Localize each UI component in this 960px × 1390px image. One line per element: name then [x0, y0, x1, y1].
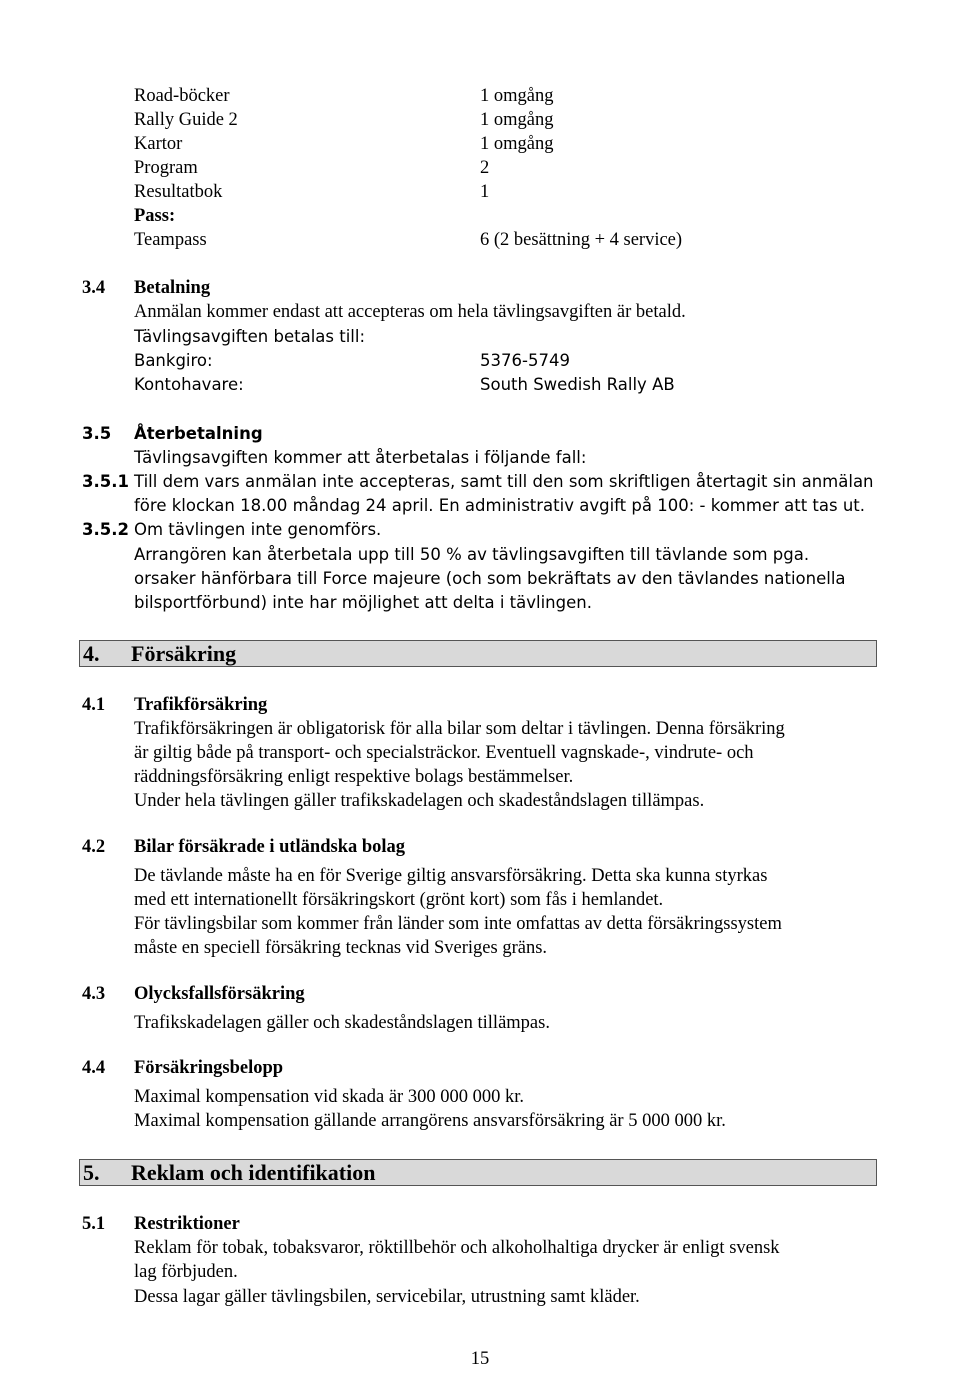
chapter-number: 5. — [83, 1160, 100, 1185]
section-number: 4.3 — [82, 984, 106, 1004]
pass-heading: Pass: — [134, 206, 176, 226]
pass-item: Teampass — [134, 230, 207, 250]
paragraph-line: Reklam för tobak, tobaksvaror, röktillbehör och alkoholhaltiga drycker är enligt svensk — [134, 1238, 780, 1258]
paragraph-line: För tävlingsbilar som kommer från länder som inte omfattas av detta försäkringssystem — [134, 914, 782, 934]
paragraph-line: Om tävlingen inte genomförs. — [134, 520, 382, 539]
section-title: Trafikförsäkring — [134, 695, 268, 715]
material-item: Kartor — [134, 134, 183, 154]
chapter-number: 4. — [83, 641, 100, 666]
material-qty: 1 — [480, 182, 490, 202]
section-title: Försäkringsbelopp — [134, 1058, 284, 1078]
paragraph-line: Trafikförsäkringen är obligatorisk för alla bilar som deltar i tävlingen. Denna försäkring — [134, 719, 785, 739]
paragraph-line: Maximal kompensation gällande arrangörens ansvarsförsäkring är 5 000 000 kr. — [134, 1111, 726, 1131]
subsection-number: 3.5.1 — [82, 472, 129, 491]
material-item: Road-böcker — [134, 86, 230, 106]
paragraph-line: Arrangören kan återbetala upp till 50 % av tävlingsavgiften till tävlande som pga. — [134, 545, 810, 564]
pass-qty: 6 (2 besättning + 4 service) — [480, 230, 683, 250]
paragraph-line: Dessa lagar gäller tävlingsbilen, servicebilar, utrustning samt kläder. — [134, 1287, 640, 1307]
account-holder-label: Kontohavare: — [134, 375, 244, 394]
material-item: Resultatbok — [134, 182, 223, 202]
paragraph-line: bilsportförbund) inte har möjlighet att delta i tävlingen. — [134, 593, 592, 612]
paragraph-line: Tävlingsavgiften kommer att återbetalas i följande fall: — [134, 448, 587, 467]
paragraph-line: orsaker hänförbara till Force majeure (och som bekräftats av den tävlandes nationella — [134, 569, 846, 588]
paragraph-line: lag förbjuden. — [134, 1262, 238, 1282]
section-number: 3.5 — [82, 424, 112, 443]
paragraph-line: Anmälan kommer endast att accepteras om hela tävlingsavgiften är betald. — [134, 302, 686, 322]
section-title: Bilar försäkrade i utländska bolag — [134, 837, 406, 857]
section-number: 4.1 — [82, 695, 106, 715]
section-number: 4.4 — [82, 1058, 106, 1078]
paragraph-line: Maximal kompensation vid skada är 300 000 000 kr. — [134, 1087, 524, 1107]
material-item: Program — [134, 158, 198, 178]
subsection-number: 3.5.2 — [82, 520, 129, 539]
chapter-title: Försäkring — [131, 641, 237, 666]
section-title: Betalning — [134, 278, 211, 298]
chapter-heading-5 — [79, 1159, 877, 1186]
paragraph-line: före klockan 18.00 måndag 24 april. En administrativ avgift på 100: - kommer att tas ut. — [134, 496, 866, 515]
chapter-title: Reklam och identifikation — [131, 1160, 376, 1185]
paragraph-line: räddningsförsäkring enligt respektive bolags bestämmelser. — [134, 767, 574, 787]
account-holder-value: South Swedish Rally AB — [480, 375, 675, 394]
material-item: Rally Guide 2 — [134, 110, 238, 130]
bankgiro-value: 5376-5749 — [480, 351, 570, 370]
section-number: 3.4 — [82, 278, 106, 298]
paragraph-line: måste en speciell försäkring tecknas vid Sveriges gräns. — [134, 938, 548, 958]
paragraph-line: är giltig både på transport- och specialsträckor. Eventuell vagnskade-, vindrute- och — [134, 743, 754, 763]
paragraph-line: Under hela tävlingen gäller trafikskadelagen och skadeståndslagen tillämpas. — [134, 791, 705, 811]
paragraph-line: Till dem vars anmälan inte accepteras, samt till den som skriftligen återtagit sin anmälan — [134, 472, 874, 491]
material-qty: 2 — [480, 158, 490, 178]
chapter-heading-4 — [79, 640, 877, 667]
paragraph-line: med ett internationellt försäkringskort (grönt kort) som fås i hemlandet. — [134, 890, 664, 910]
section-title: Restriktioner — [134, 1214, 240, 1234]
section-number: 5.1 — [82, 1214, 106, 1234]
section-title: Återbetalning — [134, 424, 263, 443]
page-number: 15 — [470, 1349, 490, 1369]
paragraph-line: Trafikskadelagen gäller och skadeståndslagen tillämpas. — [134, 1013, 550, 1033]
paragraph-line: Tävlingsavgiften betalas till: — [134, 327, 366, 346]
material-qty: 1 omgång — [480, 86, 554, 106]
paragraph-line: De tävlande måste ha en för Sverige giltig ansvarsförsäkring. Detta ska kunna styrkas — [134, 866, 768, 886]
material-qty: 1 omgång — [480, 110, 554, 130]
section-number: 4.2 — [82, 837, 106, 857]
bankgiro-label: Bankgiro: — [134, 351, 213, 370]
section-title: Olycksfallsförsäkring — [134, 984, 305, 1004]
material-qty: 1 omgång — [480, 134, 554, 154]
